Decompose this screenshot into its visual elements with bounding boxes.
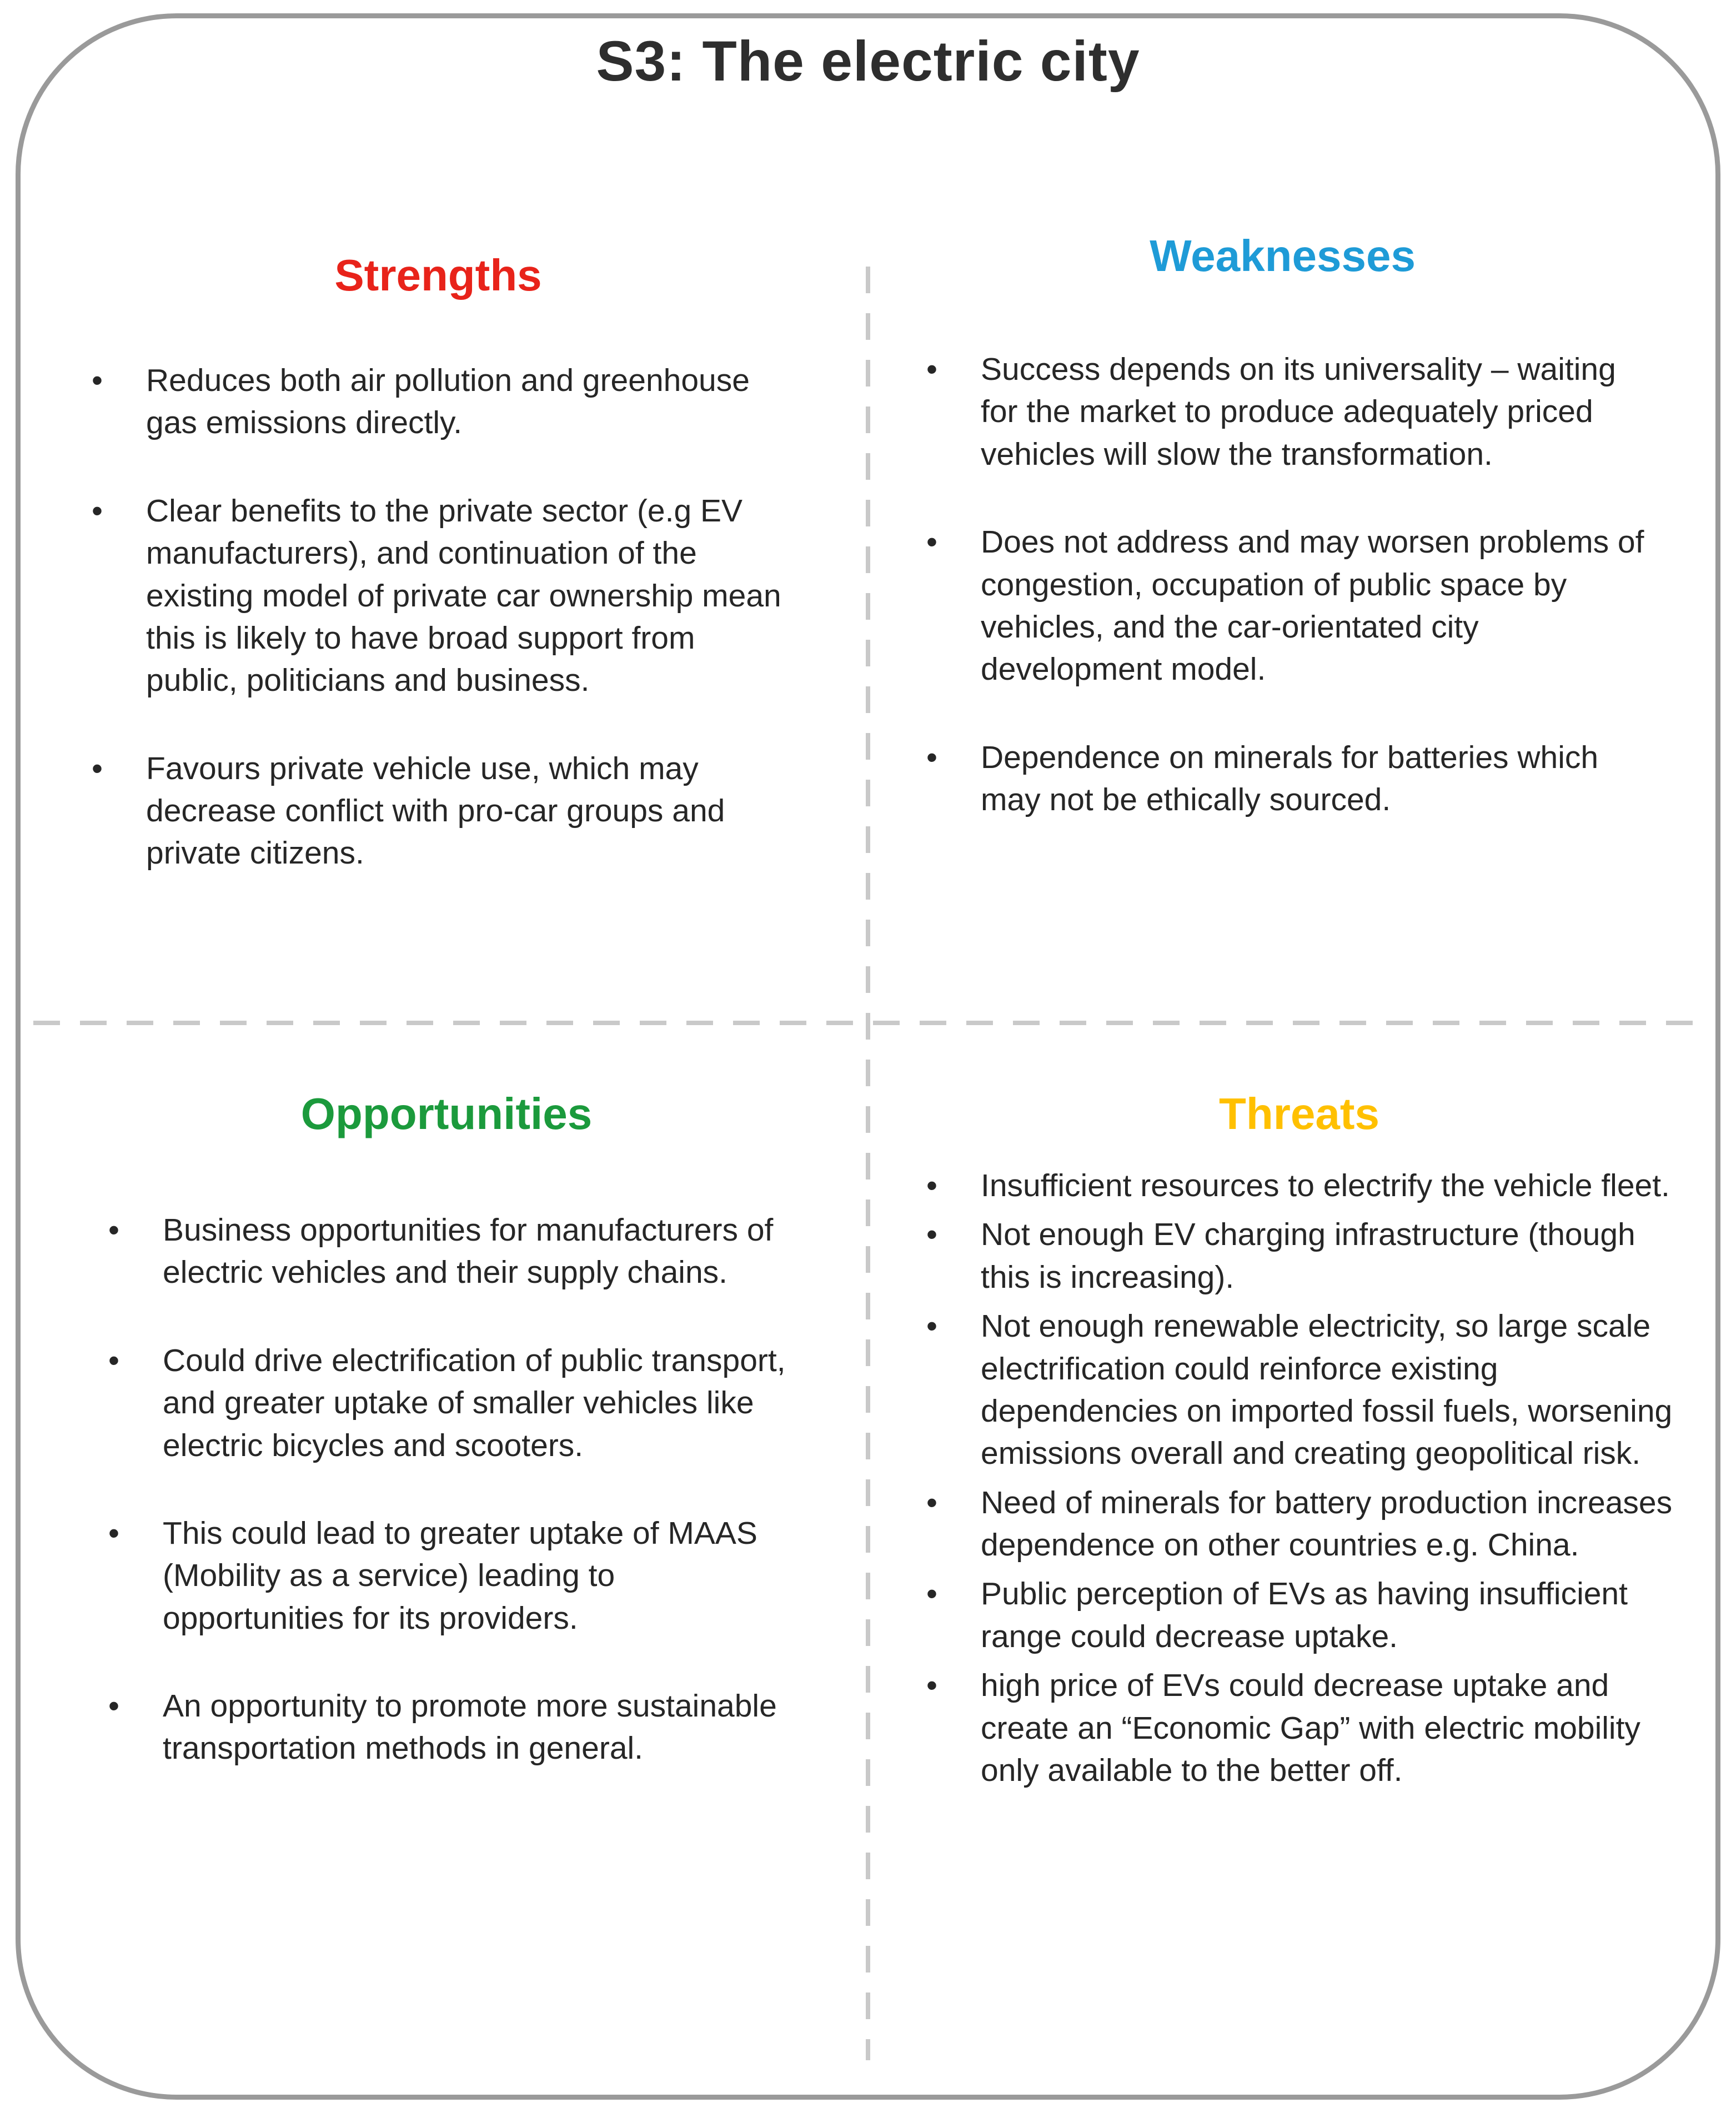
weaknesses-quadrant	[868, 144, 1711, 1025]
threats-quadrant	[868, 1025, 1711, 2088]
strengths-heading: Strengths	[334, 250, 542, 300]
strengths-list	[86, 359, 790, 875]
strength-item: • Reduces both air pollution and greenhouse gas emissions directly.	[86, 359, 790, 444]
opportunities-list	[103, 1209, 790, 1770]
opportunity-item: • Could drive electrification of public transport, and greater uptake of smaller vehicles like electric bicycles and scooters.	[103, 1339, 790, 1467]
weakness-item: • Dependence on minerals for batteries which may not be ethically sourced.	[921, 736, 1644, 821]
opportunity-item: • Business opportunities for manufacturers of electric vehicles and their supply chains.	[103, 1209, 790, 1294]
weaknesses-heading: Weaknesses	[1150, 231, 1416, 280]
strength-item: • Clear benefits to the private sector (e.g EV manufacturers), and continuation of the existing model of private car ownership mean this is likely to have broad support from public, politicians and business.	[86, 490, 790, 702]
threat-item: • Need of minerals for battery production increases dependence on other countries e.g. China.	[921, 1482, 1678, 1567]
threat-item: • Public perception of EVs as having insufficient range could decrease uptake.	[921, 1573, 1678, 1658]
opportunities-quadrant	[25, 1025, 868, 2088]
strengths-quadrant	[25, 144, 868, 1025]
threat-item: • Not enough renewable electricity, so large scale electrification could reinforce existing dependencies on imported fossil fuels, worsening emissions overall and creating geopolitical risk.	[921, 1305, 1678, 1475]
opportunity-item: • An opportunity to promote more sustainable transportation methods in general.	[103, 1685, 790, 1770]
threats-list	[921, 1165, 1678, 1791]
weaknesses-list	[921, 348, 1644, 821]
opportunity-item: • This could lead to greater uptake of MAAS (Mobility as a service) leading to opportunities for its providers.	[103, 1512, 790, 1639]
weakness-item: • Success depends on its universality – waiting for the market to produce adequately priced vehicles will slow the transformation.	[921, 348, 1644, 475]
threats-heading: Threats	[1219, 1089, 1379, 1138]
threat-item: • Insufficient resources to electrify the vehicle fleet.	[921, 1165, 1678, 1207]
opportunities-heading: Opportunities	[300, 1089, 593, 1138]
weakness-item: • Does not address and may worsen problems of congestion, occupation of public space by vehicles, and the car-orientated city development model.	[921, 521, 1644, 691]
page-title: S3: The electric city	[596, 29, 1140, 93]
threat-item: • high price of EVs could decrease uptake and create an “Economic Gap” with electric mobility only available to the better off.	[921, 1664, 1678, 1791]
swot-grid	[25, 144, 1711, 2088]
threat-item: • Not enough EV charging infrastructure (though this is increasing).	[921, 1213, 1678, 1298]
strength-item: • Favours private vehicle use, which may decrease conflict with pro-car groups and private citizens.	[86, 747, 790, 875]
